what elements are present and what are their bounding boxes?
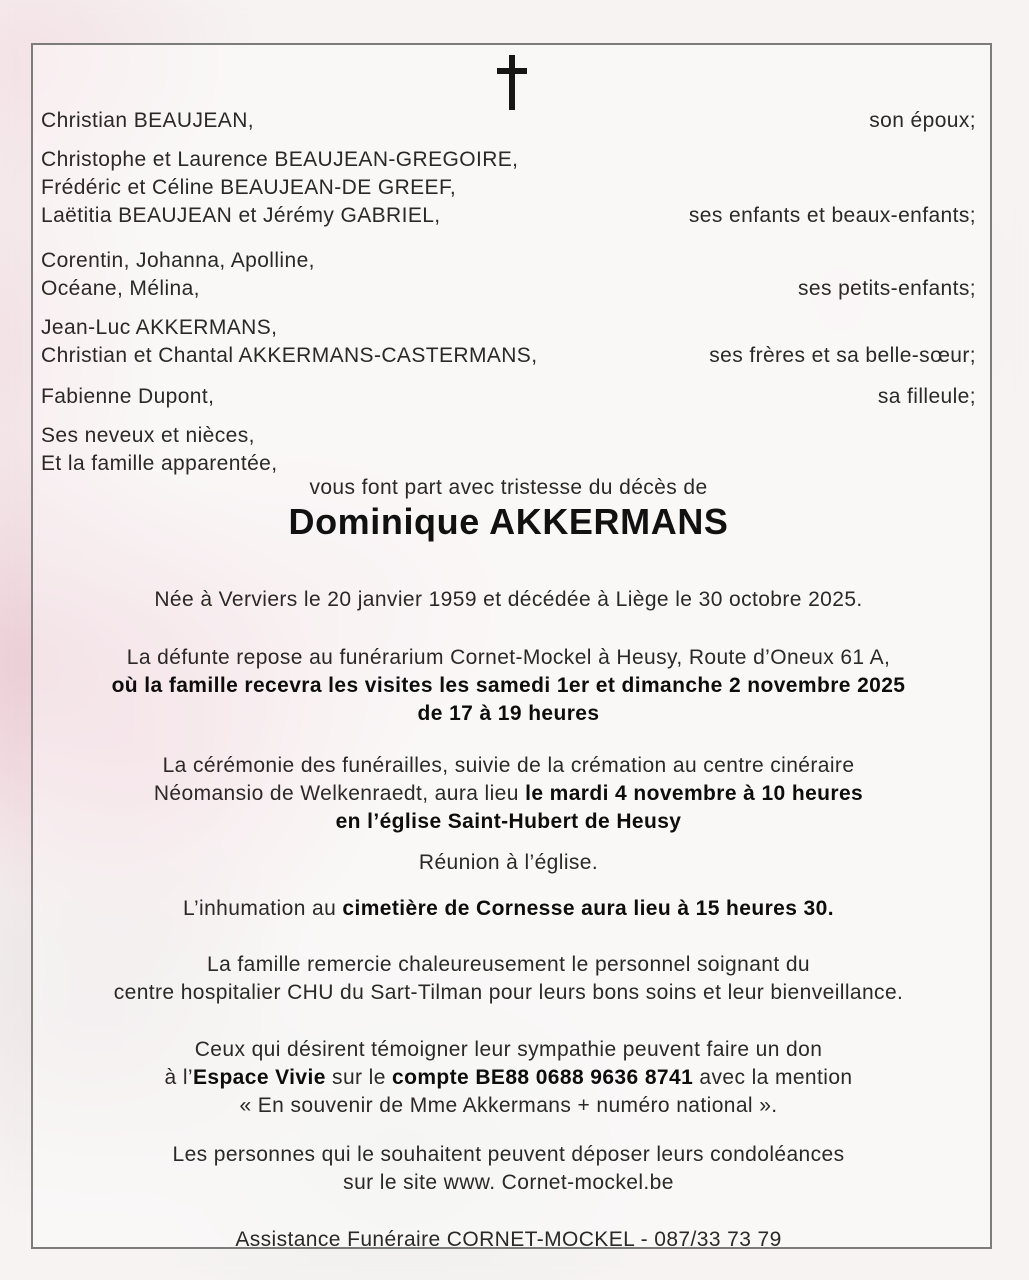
latin-cross-icon (33, 55, 990, 113)
paragraph-line: où la famille recevra les visites les samedi 1er et dimanche 2 novembre 2025 (111, 674, 906, 697)
relation-label: ses petits-enfants; (797, 277, 976, 300)
family-names-line: Christian et Chantal AKKERMANS-CASTERMANS, (41, 344, 538, 367)
family-names-line: Fabienne Dupont, (41, 385, 215, 408)
family-names-line: Laëtitia BEAUJEAN et Jérémy GABRIEL, (41, 204, 441, 227)
relation-label: ses frères et sa belle-sœur; (709, 344, 976, 367)
relation-label: son époux; (869, 109, 976, 132)
paragraph-line: Ceux qui désirent témoigner leur sympathie peuvent faire un don (194, 1038, 823, 1061)
family-names-line: Jean-Luc AKKERMANS, (41, 316, 278, 339)
paragraph-line: « En souvenir de Mme Akkermans + numéro national ». (239, 1094, 778, 1117)
relation-label: sa filleule; (877, 385, 976, 408)
family-row (41, 107, 976, 135)
relation-label: ses enfants et beaux-enfants; (688, 204, 976, 227)
paragraph-line: L’inhumation au cimetière de Cornesse aura lieu à 15 heures 30. (183, 897, 834, 920)
family-names-line: Corentin, Johanna, Apolline, (41, 249, 315, 272)
paragraph-line: sur le site www. Cornet-mockel.be (343, 1171, 674, 1194)
paragraph-donation (41, 1036, 976, 1120)
paragraph-line: à l’Espace Vivie sur le compte BE88 0688 9636 8741 avec la mention (164, 1066, 853, 1089)
deceased-name: Dominique AKKERMANS (288, 501, 729, 542)
family-names (41, 383, 214, 411)
family-names (41, 107, 254, 135)
paragraph-reunion (41, 849, 976, 877)
paragraph-ceremony (41, 752, 976, 836)
paragraph-line: de 17 à 19 heures (417, 702, 600, 725)
family-names (41, 422, 277, 478)
family-row (41, 314, 976, 370)
paragraph-condolences (41, 1141, 976, 1197)
paragraph-line: Néomansio de Welkenraedt, aura lieu le mardi 4 novembre à 10 heures (153, 782, 864, 805)
family-names-line: Frédéric et Céline BEAUJEAN-DE GREEF, (41, 176, 457, 199)
family-names-line: Christophe et Laurence BEAUJEAN-GREGOIRE, (41, 148, 519, 171)
family-names-line: Océane, Mélina, (41, 277, 200, 300)
paragraph-line: La cérémonie des funérailles, suivie de la crémation au centre cinéraire (162, 754, 855, 777)
family-names-line: Et la famille apparentée, (41, 452, 278, 475)
announcement-line: vous font part avec tristesse du décès de (309, 476, 708, 499)
paragraph-line: en l’église Saint-Hubert de Heusy (335, 810, 682, 833)
family-names (41, 146, 518, 230)
family-row (41, 422, 976, 478)
paragraph-line: centre hospitalier CHU du Sart-Tilman pour leurs bons soins et leur bienveillance. (113, 981, 904, 1004)
paragraph-inhumation (41, 895, 976, 923)
paragraph-line: La défunte repose au funérarium Cornet-Mockel à Heusy, Route d’Oneux 61 A, (126, 646, 891, 669)
family-names (41, 314, 537, 370)
paragraph-line: Réunion à l’église. (418, 851, 599, 874)
life-dates-line: Née à Verviers le 20 janvier 1959 et décédée à Liège le 30 octobre 2025. (154, 588, 863, 611)
family-row (41, 383, 976, 411)
family-row (41, 247, 976, 303)
family-names (41, 247, 315, 303)
memorial-card-frame (31, 43, 992, 1249)
paragraph-thanks (41, 951, 976, 1007)
family-names-line: Ses neveux et nièces, (41, 424, 255, 447)
family-row (41, 146, 976, 230)
paragraph-line: Les personnes qui le souhaitent peuvent déposer leurs condoléances (172, 1143, 845, 1166)
paragraph-visitation (41, 644, 976, 728)
family-names-line: Christian BEAUJEAN, (41, 109, 254, 132)
funeral-home-footer: Assistance Funéraire CORNET-MOCKEL - 087/33 73 79 (235, 1228, 782, 1249)
paragraph-line: La famille remercie chaleureusement le personnel soignant du (207, 953, 810, 976)
